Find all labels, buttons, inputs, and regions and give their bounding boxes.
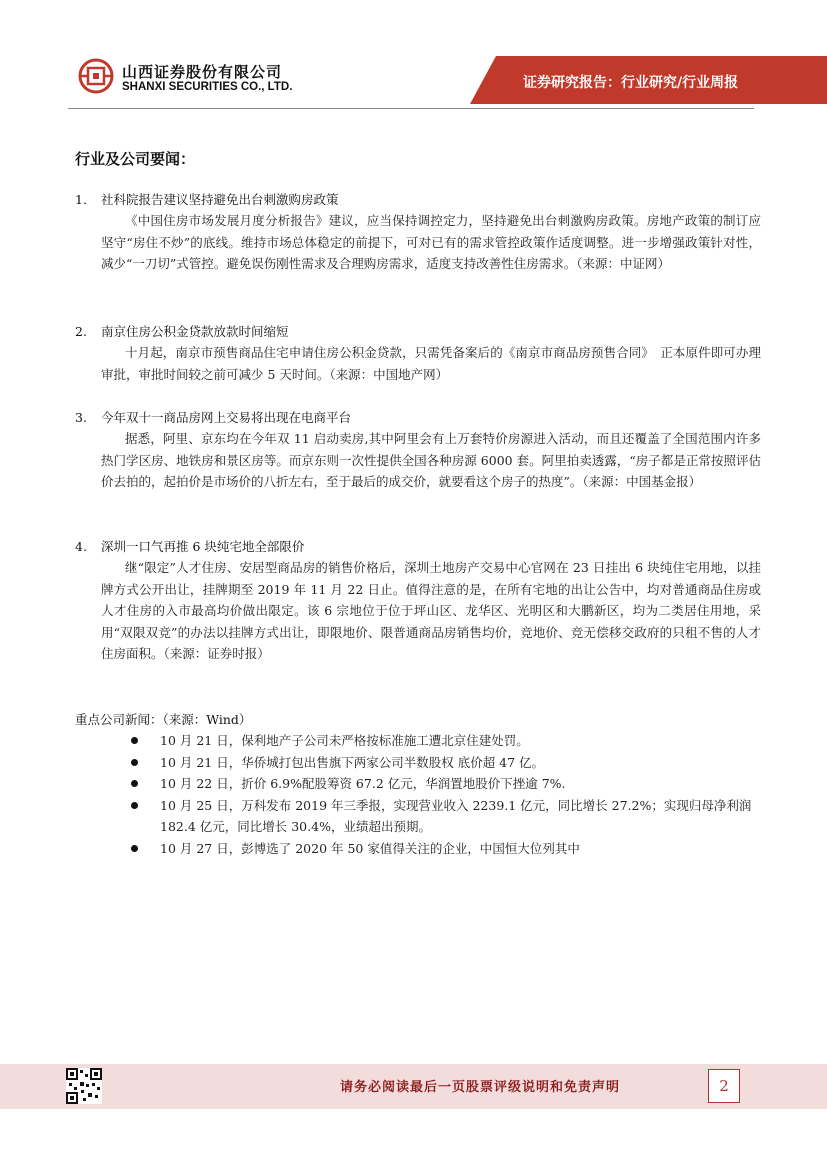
news-item-title: 4. 深圳一口气再推 6 块纯宅地全部限价 xyxy=(75,537,761,557)
company-news-title: 重点公司新闻：（来源：Wind） xyxy=(75,712,252,727)
list-item: 10 月 21 日，华侨城打包出售旗下两家公司半数股权 底价超 47 亿。 xyxy=(75,752,755,774)
list-item: 10 月 22 日，折价 6.9%配股筹资 67.2 亿元，华润置地股价下挫逾 7%. xyxy=(75,773,755,795)
page-header xyxy=(0,0,827,112)
news-item-title: 3. 今年双十一商品房网上交易将出现在电商平台 xyxy=(75,408,761,428)
news-item-number: 1. xyxy=(75,192,87,207)
bullet-icon xyxy=(131,802,138,809)
news-item-number: 3. xyxy=(75,410,87,425)
news-item-body: 继“限定”人才住房、安居型商品房的销售价格后，深圳土地房产交易中心官网在 23 日挂出 6 块纯住宅用地，以挂牌方式公开出让，挂牌期至 2019 年 11 月 22 日止。值得注意的是，在所有宅地的出让公告中，均对普通商品住房或人才住房的入市最高均价做出限定。该 6 宗地位于位于坪山区、龙华区、光明区和大鹏新区，均为二类居住用地，采用“双限双竞”的办法以挂牌方式出让，即限地价、限普通商品房销售均价，竞地价、竞无偿移交政府的只租不售的人才住房面积。（来源：证券时报） xyxy=(101,560,761,661)
news-item-body: 《中国住房市场发展月度分析报告》建议，应当保持调控定力，坚持避免出台刺激购房政策。房地产政策的制订应坚守“房住不炒”的底线。维持市场总体稳定的前提下，可对已有的需求管控政策作适度调整。进一步增强政策针对性，减少“一刀切”式管控。避免误伤刚性需求及合理购房需求，适度支持改善性住房需求。（来源：中证网） xyxy=(101,213,761,271)
bullet-icon xyxy=(131,780,138,787)
list-item: 10 月 21 日，保利地产子公司未严格按标准施工遭北京住建处罚。 xyxy=(75,730,755,752)
news-item xyxy=(75,190,761,275)
list-item: 10 月 25 日，万科发布 2019 年三季报，实现营业收入 2239.1 亿元，同比增长 27.2%；实现归母净利润 182.4 亿元，同比增长 30.4%，业绩超出预期。 xyxy=(75,795,755,838)
company-name-cn: 山西证券股份有限公司 xyxy=(122,63,283,81)
company-logo-icon xyxy=(78,58,114,94)
header-divider xyxy=(68,108,754,109)
bullet-icon xyxy=(131,737,138,744)
bullet-icon xyxy=(131,845,138,852)
news-item-title: 2. 南京住房公积金贷款放款时间缩短 xyxy=(75,322,761,342)
qr-code-icon xyxy=(66,1068,102,1104)
news-item xyxy=(75,322,761,385)
company-news-list xyxy=(75,730,755,859)
news-item-body: 据悉，阿里、京东均在今年双 11 启动卖房,其中阿里会有上万套特价房源进入活动，而且还覆盖了全国范围内许多热门学区房、地铁房和景区房等。而京东则一次性提供全国各种房源 6000 套。阿里拍卖透露，“房子都是正常按照评估价去拍的，起拍价是市场价的八折左右，至于最后的成交价，就要看这个房子的热度”。（来源：中国基金报） xyxy=(101,431,761,489)
news-item-number: 4. xyxy=(75,539,87,554)
bullet-icon xyxy=(131,759,138,766)
list-item: 10 月 27 日，彭博选了 2020 年 50 家值得关注的企业，中国恒大位列其中 xyxy=(75,838,755,860)
company-name-en: SHANXI SECURITIES CO., LTD. xyxy=(122,81,293,93)
news-item-body: 十月起，南京市预售商品住宅申请住房公积金贷款，只需凭备案后的《南京市商品房预售合同》 正本原件即可办理审批，审批时间较之前可减少 5 天时间。（来源：中国地产网） xyxy=(101,345,761,382)
news-item-number: 2. xyxy=(75,324,87,339)
news-item-title: 1. 社科院报告建议坚持避免出台刺激购房政策 xyxy=(75,190,761,210)
news-item xyxy=(75,537,761,665)
section-title: 行业及公司要闻： xyxy=(75,150,196,168)
disclaimer-text: 请务必阅读最后一页股票评级说明和免责声明 xyxy=(340,1080,621,1095)
page-number: 2 xyxy=(708,1069,740,1103)
report-type-label: 证券研究报告：行业研究/行业周报 xyxy=(523,75,739,91)
company-news-section xyxy=(75,710,755,859)
news-item xyxy=(75,408,761,493)
